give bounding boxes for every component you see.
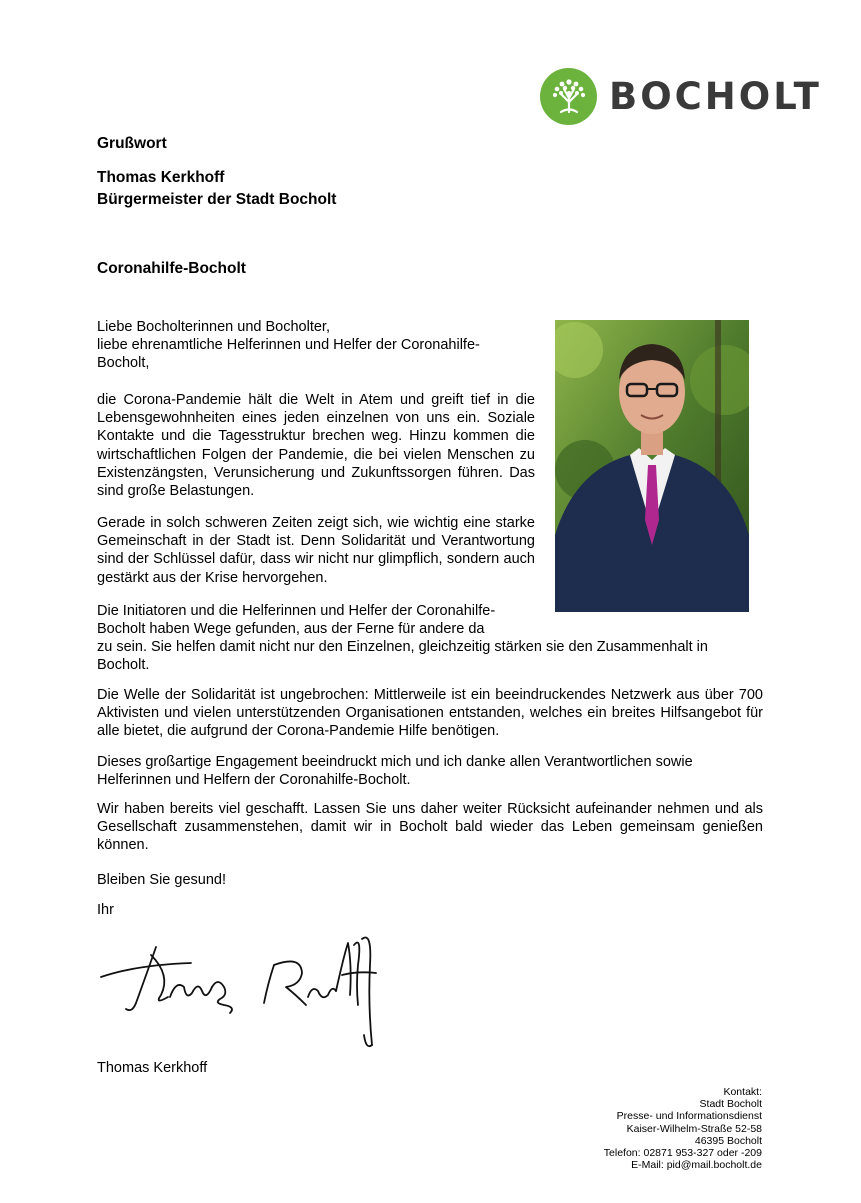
mayor-portrait-photo xyxy=(555,320,749,612)
bocholt-logo xyxy=(540,67,822,125)
contact-block xyxy=(604,1086,762,1171)
handwritten-signature xyxy=(96,925,396,1055)
contact-phone: Telefon: 02871 953-327 oder -209 xyxy=(603,1147,762,1160)
signatory-name: Thomas Kerkhoff xyxy=(97,1060,208,1076)
author-name: Thomas Kerkhoff xyxy=(97,169,225,186)
closing-line: Bleiben Sie gesund! xyxy=(97,872,226,888)
contact-org: Stadt Bocholt xyxy=(699,1098,762,1111)
body-paragraph-6: Wir haben bereits viel geschafft. Lassen Sie uns daher weiter Rücksicht aufeinander nehmen und als Gesellschaft zusammenstehen, damit wir in Bocholt bald wieder das Leben gemeinsam genießen können. xyxy=(97,801,763,854)
tree-icon xyxy=(540,68,597,125)
salutation-line: Bocholt, xyxy=(97,355,150,372)
salutation-line: liebe ehrenamtliche Helferinnen und Helfer der Coronahilfe- xyxy=(97,337,480,354)
contact-department: Presse- und Informationsdienst xyxy=(616,1110,762,1123)
body-paragraph-1: die Corona-Pandemie hält die Welt in Atem und greift tief in die Lebensgewohnheiten eines jeden einzelnen von uns ein. Soziale Kontakte und die Tagesstruktur brechen weg. Hinzu kommen die wirtschaftlichen Folgen der Pandemie, die bei vielen Menschen zu Existenzängsten, Verunsicherung und Zukunftssorgen führen. Das sind große Belastungen. xyxy=(97,392,535,500)
contact-city: 46395 Bocholt xyxy=(694,1134,762,1147)
paragraph-line: Bocholt haben Wege gefunden, aus der Ferne für andere da xyxy=(97,621,485,638)
body-paragraph-5: Dieses großartige Engagement beeindruckt mich und ich danke allen Verantwortlichen sowie Helferinnen und Helfern der Coronahilfe-Bocholt. xyxy=(97,754,693,789)
paragraph-line: Die Initiatoren und die Helferinnen und Helfer der Coronahilfe- xyxy=(97,603,496,619)
body-paragraph-3-end: zu sein. Sie helfen damit nicht nur den Einzelnen, gleichzeitig stärken sie den Zusammenhalt in Bocholt. xyxy=(97,639,708,674)
body-paragraph-3-start xyxy=(97,602,535,638)
author-title: Bürgermeister der Stadt Bocholt xyxy=(97,191,337,208)
contact-label: Kontakt: xyxy=(723,1086,762,1098)
salutation-line: Liebe Bocholterinnen und Bocholter, xyxy=(97,319,330,335)
contact-email: E-Mail: pid@mail.bocholt.de xyxy=(631,1159,762,1172)
contact-street: Kaiser-Wilhelm-Straße 52-58 xyxy=(626,1122,762,1135)
valediction: Ihr xyxy=(97,902,114,918)
letter-subject: Coronahilfe-Bocholt xyxy=(97,260,246,277)
salutation xyxy=(97,318,535,373)
body-paragraph-2: Gerade in solch schweren Zeiten zeigt sich, wie wichtig eine starke Gemeinschaft in der Stadt ist. Denn Solidarität und Verantwortung sind der Schlüssel dafür, dass wir nicht nur glimpflich, sondern auch gestärkt aus der Krise hervorgehen. xyxy=(97,515,535,586)
logo-wordmark: BOCHOLT xyxy=(609,74,822,118)
letter-heading: Grußwort xyxy=(97,135,167,152)
body-paragraph-4: Die Welle der Solidarität ist ungebrochen: Mittlerweile ist ein beeindruckendes Netzwerk aus über 700 Aktivisten und vielen unterstützenden Organisationen entstanden, welches ein breites Hilfsangebot für alle bietet, die aufgrund der Corona-Pandemie Hilfe benötigen. xyxy=(97,687,763,740)
